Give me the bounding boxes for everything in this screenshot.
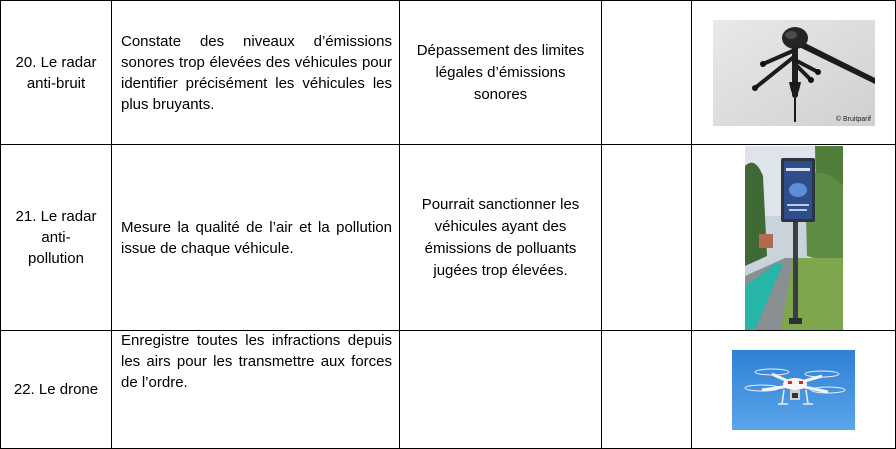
table-row bbox=[1, 331, 896, 449]
row-name-cell bbox=[1, 145, 112, 331]
row-description-cell bbox=[112, 331, 400, 449]
row-name: 21. Le radar anti-pollution bbox=[15, 208, 97, 267]
image-credit: © Bruitparif bbox=[835, 115, 871, 123]
row-description: Enregistre toutes les infractions depuis les airs pour les transmettre aux forces de l’ordre. bbox=[121, 332, 392, 391]
row-image-cell bbox=[692, 1, 896, 145]
row-name: 20. Le radar anti-bruit bbox=[15, 53, 97, 92]
table-row bbox=[1, 145, 896, 331]
row-sanction-cell bbox=[400, 145, 602, 331]
pollution-radar-photo bbox=[745, 146, 843, 330]
row-description: Constate des niveaux d’émissions sonores trop élevées des véhicules pour identifier précisément les véhicules les plus bruyants. bbox=[121, 32, 392, 113]
row-name-cell bbox=[1, 1, 112, 145]
noise-radar-photo bbox=[713, 20, 875, 126]
row-image-cell bbox=[692, 331, 896, 449]
row-sanction: Dépassement des limites légales d’émissions sonores bbox=[416, 41, 585, 103]
row-name: 22. Le drone bbox=[13, 381, 99, 398]
row-sanction: Pourrait sanctionner les véhicules ayant des émissions de polluants jugées trop élevées. bbox=[421, 195, 580, 279]
row-description: Mesure la qualité de l’air et la pollution issue de chaque véhicule. bbox=[121, 218, 392, 257]
row-description-cell bbox=[112, 145, 400, 331]
row-sanction-cell bbox=[400, 331, 602, 449]
table-row bbox=[1, 1, 896, 145]
row-description-cell bbox=[112, 1, 400, 145]
row-name-cell bbox=[1, 331, 112, 449]
row-empty-cell bbox=[602, 1, 692, 145]
row-empty-cell bbox=[602, 145, 692, 331]
row-image-cell bbox=[692, 145, 896, 331]
row-empty-cell bbox=[602, 331, 692, 449]
drone-photo bbox=[732, 350, 855, 430]
row-sanction-cell bbox=[400, 1, 602, 145]
